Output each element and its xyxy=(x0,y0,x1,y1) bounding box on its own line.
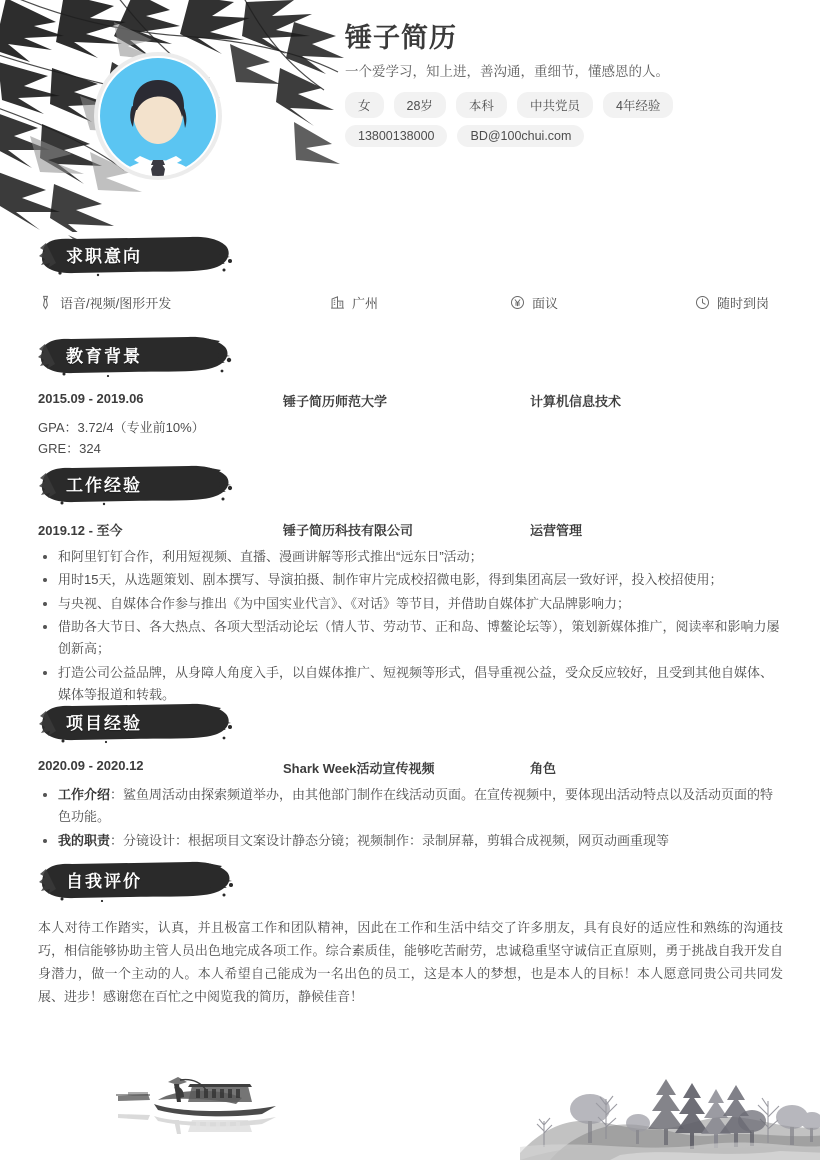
section-title-work: 工作经验 xyxy=(66,476,142,495)
intent-city-label: 广州 xyxy=(352,296,379,311)
section-title-project: 项目经验 xyxy=(66,714,142,733)
info-pill-experience: 4年经验 xyxy=(603,92,673,118)
evaluation-text: 本人对待工作踏实，认真，并且极富工作和团队精神，因此在工作和生活中结交了许多朋友，具有良好的适应性和熟练的沟通技巧，相信能够协助主管人员出色地完成各项工作。综合素质佳，能够吃苦耐劳，忠诚稳重坚守诚信正直原则，勇于挑战自我开发自身潜力，做一个主动的人。本人希望自己能成为一名出色的员工，这是本人的梦想，也是本人的目标！本人愿意同贵公司共同发展、进步！感谢您在百忙之中阅览我的简历，静候佳音！ xyxy=(38,920,783,1005)
info-pill-email: BD@100chui.com xyxy=(457,125,584,147)
list-item: 和阿里钉钉合作，利用短视频、直播、漫画讲解等形式推出“远东日”活动； xyxy=(38,546,783,568)
section-project xyxy=(38,700,783,853)
section-title-education: 教育背景 xyxy=(66,347,142,366)
section-education xyxy=(38,333,783,460)
education-date: 2015.09 - 2019.06 xyxy=(38,391,144,406)
project-bullet-list xyxy=(38,784,783,852)
project-bullet-label: 工作介绍 xyxy=(58,787,111,802)
project-bullet-sep: ： xyxy=(110,832,124,848)
info-pill-gender: 女 xyxy=(345,92,384,118)
list-item: 与央视、自媒体合作参与推出《为中国实业代言》、《对话》等节目，并借助自媒体扩大品牌影响力； xyxy=(38,593,783,615)
project-name: Shark Week活动宣传视频 xyxy=(283,761,435,776)
intent-position xyxy=(38,293,330,312)
section-header-education xyxy=(38,333,238,377)
work-role: 运营管理 xyxy=(530,523,583,538)
intent-availability-label: 随时到岗 xyxy=(717,296,770,311)
education-major: 计算机信息技术 xyxy=(530,394,622,409)
info-pill-list xyxy=(345,92,765,147)
section-header-project xyxy=(38,700,238,744)
intent-availability xyxy=(695,293,769,312)
work-bullet-list xyxy=(38,546,783,707)
yen-circle-icon xyxy=(510,295,525,310)
intent-salary xyxy=(510,293,695,312)
header-block xyxy=(345,22,785,147)
list-item: 打造公司公益品牌，从身障人角度入手，以自媒体推广、短视频等形式，倡导重视公益，受众反应较好，且受到其他自媒体、媒体等报道和转载。 xyxy=(38,662,783,707)
list-item xyxy=(38,830,783,852)
info-pill-political: 中共党员 xyxy=(517,92,593,118)
ink-hills-trees-painting xyxy=(520,1035,820,1160)
work-date: 2019.12 - 至今 xyxy=(38,523,123,538)
project-bullet-text: 鲨鱼周活动由探索频道举办，由其他部门制作在线活动页面。在宣传视频中，要体现出活动特点以及活动页面的特色功能。 xyxy=(58,787,774,825)
info-pill-phone: 13800138000 xyxy=(345,125,447,147)
project-row xyxy=(38,758,783,777)
section-evaluation xyxy=(38,858,783,1009)
project-bullet-sep: ： xyxy=(110,787,124,802)
section-job-intent xyxy=(38,233,783,312)
necktie-icon xyxy=(38,295,53,310)
education-gpa: GPA：3.72/4（专业前10%） xyxy=(38,420,205,435)
section-title-job-intent: 求职意向 xyxy=(66,247,142,266)
project-bullet-text: 分镜设计：根据项目文案设计静态分镜；视频制作：录制屏幕，剪辑合成视频，网页动画重现等 xyxy=(123,832,670,848)
clock-icon xyxy=(695,295,710,310)
project-role: 角色 xyxy=(530,761,557,776)
avatar xyxy=(98,56,218,176)
section-work xyxy=(38,462,783,708)
project-bullet-label: 我的职责 xyxy=(58,832,111,848)
page-title: 锤子简历 xyxy=(345,23,457,53)
education-row xyxy=(38,391,783,410)
building-icon xyxy=(330,295,345,310)
list-item: 借助各大节日、各大热点、各项大型活动论坛（情人节、劳动节、正和岛、博鳌论坛等），策划新媒体推广，阅读率和影响力屡创新高； xyxy=(38,616,783,661)
work-row xyxy=(38,520,783,539)
project-date: 2020.09 - 2020.12 xyxy=(38,758,144,773)
info-pill-age: 28岁 xyxy=(394,92,446,118)
section-header-work xyxy=(38,462,238,506)
section-header-evaluation xyxy=(38,858,238,902)
info-pill-degree: 本科 xyxy=(456,92,507,118)
ink-boat-painting xyxy=(110,1062,350,1152)
intent-salary-label: 面议 xyxy=(532,296,559,311)
education-school: 锤子简历师范大学 xyxy=(283,394,388,409)
section-title-evaluation: 自我评价 xyxy=(66,872,142,891)
tagline: 一个爱学习，知上进，善沟通，重细节，懂感恩的人。 xyxy=(345,63,669,79)
intent-city xyxy=(330,293,510,312)
section-header-job-intent xyxy=(38,233,238,277)
education-gre: GRE：324 xyxy=(38,441,101,457)
intent-position-label: 语音/视频/图形开发 xyxy=(60,296,172,311)
work-company: 锤子简历科技有限公司 xyxy=(283,523,414,538)
list-item: 用时15天，从选题策划、剧本撰写、导演拍摄、制作审片完成校招微电影，得到集团高层一致好评，投入校招使用； xyxy=(38,569,783,591)
job-intent-row xyxy=(38,293,783,312)
list-item xyxy=(38,784,783,829)
